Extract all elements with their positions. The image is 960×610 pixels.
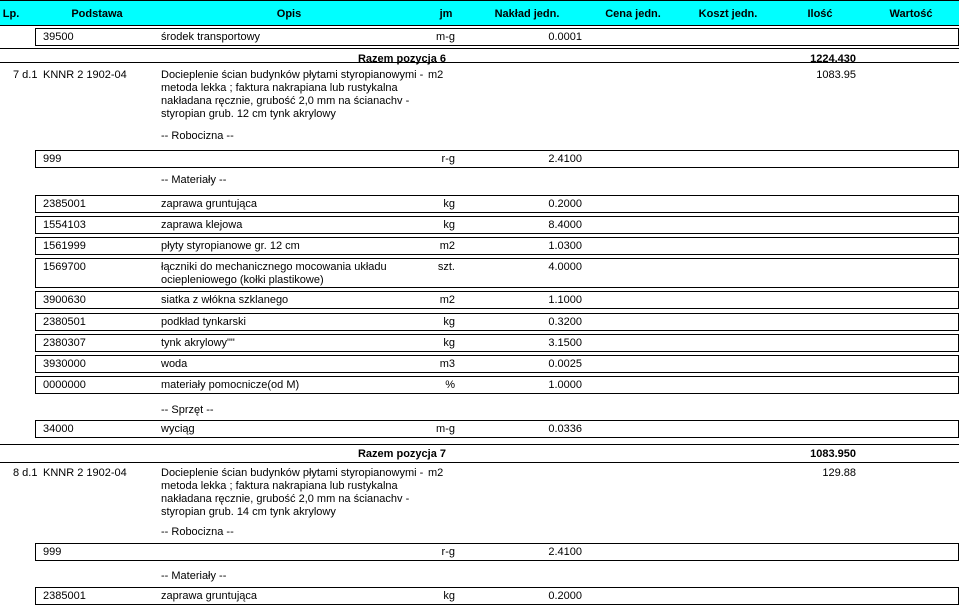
item-row-box — [35, 543, 959, 561]
position-basis: KNNR 2 1902-04 — [43, 467, 127, 479]
item-description: podkład tynkarski — [161, 316, 246, 328]
item-unit: kg — [443, 590, 455, 602]
item-description: tynk akrylowy"" — [161, 337, 235, 349]
item-quantity: 0.0025 — [548, 358, 582, 370]
position-number: 8 d.1 — [13, 467, 38, 479]
item-index: 999 — [43, 546, 62, 558]
header-cell-1: Podstawa — [71, 8, 123, 20]
item-unit: % — [445, 379, 455, 391]
item-index: 3900630 — [43, 294, 86, 306]
item-description: płyty styropianowe gr. 12 cm — [161, 240, 300, 252]
header-cell-5: Cena jedn. — [605, 8, 661, 20]
total-value: 1224.430 — [810, 53, 856, 65]
item-description: środek transportowy — [161, 31, 261, 43]
item-quantity: 0.0336 — [548, 423, 582, 435]
header-cell-8: Wartość — [889, 8, 933, 20]
position-description: metoda lekka ; faktura nakrapiana lub rustykalna — [161, 480, 398, 492]
item-quantity: 0.2000 — [548, 198, 582, 210]
item-quantity: 1.0300 — [548, 240, 582, 252]
position-unit: m2 — [428, 467, 444, 479]
total-label: Razem pozycja 7 — [357, 448, 446, 460]
item-index: 2385001 — [43, 198, 86, 210]
position-basis: KNNR 2 1902-04 — [43, 69, 127, 81]
item-description: łączniki do mechanicznego mocowania układu — [161, 261, 387, 273]
item-unit: m2 — [439, 240, 455, 252]
item-index: 2380307 — [43, 337, 86, 349]
item-description: ocieplenioweg​o (kołki plastikowe) — [161, 274, 324, 286]
item-index: 0000000 — [43, 379, 86, 391]
item-index: 1569700 — [43, 261, 86, 273]
separator-line — [0, 48, 959, 49]
position-description: styropian grub. 12 cm tynk akrylowy — [161, 108, 336, 120]
item-description: zaprawa gruntująca — [161, 590, 258, 602]
header-cell-2: Opis — [276, 8, 302, 20]
item-unit: m-g — [436, 423, 455, 435]
position-description: Docieplenie ścian budynków płytami styropianowymi - — [161, 69, 424, 81]
total-label: Razem pozycja 6 — [357, 53, 446, 65]
item-index: 2385001 — [43, 590, 86, 602]
item-unit: kg — [443, 198, 455, 210]
position-description: Docieplenie ścian budynków płytami styropianowymi - — [161, 467, 424, 479]
item-quantity: 1.1000 — [548, 294, 582, 306]
item-quantity: 2.4100 — [548, 546, 582, 558]
item-unit: m2 — [439, 294, 455, 306]
item-index: 2380501 — [43, 316, 86, 328]
item-quantity: 1.0000 — [548, 379, 582, 391]
separator-line — [0, 444, 959, 445]
header-cell-7: Ilość — [807, 8, 833, 20]
section-label: -- Robocizna -- — [161, 526, 234, 538]
position-description: metoda lekka ; faktura nakrapiana lub rustykalna — [161, 82, 398, 94]
header-cell-6: Koszt jedn. — [698, 8, 758, 20]
item-index: 39500 — [43, 31, 74, 43]
item-index: 1561999 — [43, 240, 86, 252]
item-description: zaprawa klejowa — [161, 219, 243, 231]
item-index: 3930000 — [43, 358, 86, 370]
header-cell-3: jm — [439, 8, 453, 20]
item-description: materiały pomocnicze(od M) — [161, 379, 300, 391]
item-row-box — [35, 150, 959, 168]
item-quantity: 0.0001 — [548, 31, 582, 43]
item-unit: kg — [443, 337, 455, 349]
item-quantity: 4.0000 — [548, 261, 582, 273]
item-index: 1554103 — [43, 219, 86, 231]
header-cell-0: Lp. — [2, 8, 20, 20]
item-index: 999 — [43, 153, 62, 165]
item-description: woda — [161, 358, 188, 370]
item-unit: m3 — [439, 358, 455, 370]
position-quantity: 1083.95 — [816, 69, 856, 81]
item-index: 34000 — [43, 423, 74, 435]
section-label: -- Robocizna -- — [161, 130, 234, 142]
item-unit: kg — [443, 219, 455, 231]
section-label: -- Materiały -- — [161, 174, 227, 186]
position-description: nakładana ręcznie, grubość 2,0 mm na ścianachv - — [161, 493, 410, 505]
item-description: zaprawa gruntująca — [161, 198, 258, 210]
item-quantity: 8.4000 — [548, 219, 582, 231]
item-quantity: 0.2000 — [548, 590, 582, 602]
item-description: wyciąg — [161, 423, 195, 435]
position-description: styropian grub. 14 cm tynk akrylowy — [161, 506, 336, 518]
position-unit: m2 — [428, 69, 444, 81]
item-quantity: 3.1500 — [548, 337, 582, 349]
item-unit: r-g — [441, 153, 455, 165]
position-quantity: 129.88 — [822, 467, 856, 479]
position-number: 7 d.1 — [13, 69, 38, 81]
position-description: nakładana ręcznie, grubość 2,0 mm na ścianachv - — [161, 95, 410, 107]
item-unit: kg — [443, 316, 455, 328]
total-value: 1083.950 — [810, 448, 856, 460]
header-cell-4: Nakład jedn. — [494, 8, 560, 20]
item-quantity: 2.4100 — [548, 153, 582, 165]
table-header — [0, 0, 959, 26]
section-label: -- Sprzęt -- — [161, 404, 214, 416]
item-unit: szt. — [437, 261, 455, 273]
item-unit: r-g — [441, 546, 455, 558]
item-quantity: 0.3200 — [548, 316, 582, 328]
item-unit: m-g — [436, 31, 455, 43]
item-description: siatka z włókna szklanego — [161, 294, 289, 306]
separator-line — [0, 462, 959, 463]
section-label: -- Materiały -- — [161, 570, 227, 582]
